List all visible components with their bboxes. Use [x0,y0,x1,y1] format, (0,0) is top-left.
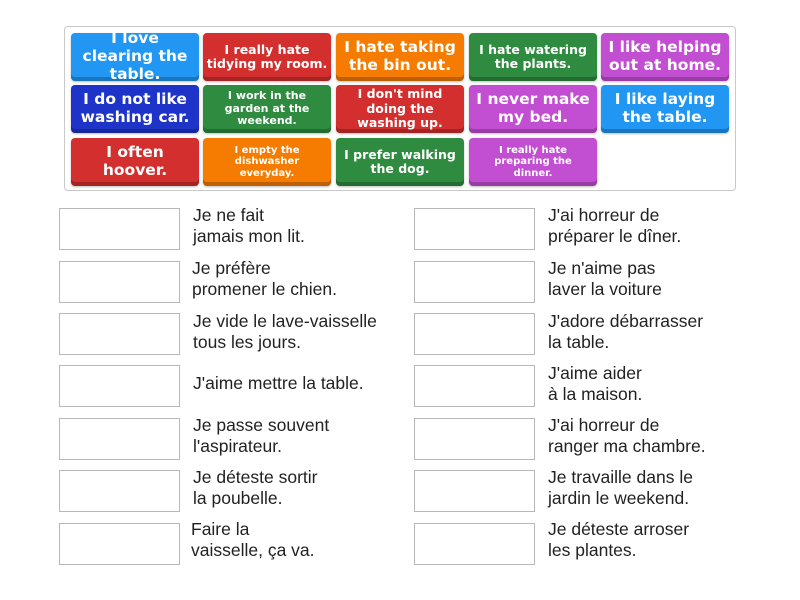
drop-zone[interactable] [59,365,180,407]
drop-zone[interactable] [59,261,180,303]
drop-zone[interactable] [59,208,180,250]
french-phrase: J'ai horreur de ranger ma chambre. [548,415,706,456]
drop-zone[interactable] [414,418,535,460]
french-phrase: J'adore débarrasser la table. [548,311,704,352]
french-phrase: Je n'aime pas laver la voiture [548,258,662,299]
answer-tile[interactable]: I prefer walking the dog. [336,138,464,186]
answer-tile[interactable]: I empty the dishwasher everyday. [203,138,331,186]
drop-zone[interactable] [414,208,535,250]
answer-tile[interactable]: I like helping out at home. [601,33,729,81]
french-phrase: J'aime aider à la maison. [548,363,643,404]
drop-zone[interactable] [414,313,535,355]
answer-tile[interactable]: I do not like washing car. [71,85,199,133]
french-phrase: Je déteste arroser les plantes. [548,519,690,560]
answer-tile[interactable]: I love clearing the table. [71,33,199,81]
answer-tile[interactable]: I never make my bed. [469,85,597,133]
drop-zone[interactable] [414,470,535,512]
french-phrase: Je travaille dans le jardin le weekend. [548,467,693,508]
french-phrase: J'ai horreur de préparer le dîner. [548,205,682,246]
answer-tile-bank [64,26,736,191]
answer-tile[interactable]: I really hate tidying my room. [203,33,331,81]
drop-zone[interactable] [59,523,180,565]
french-phrase: Je passe souvent l'aspirateur. [193,415,330,456]
answer-tile[interactable]: I often hoover. [71,138,199,186]
french-phrase: Je déteste sortir la poubelle. [193,467,318,508]
drop-zone[interactable] [414,365,535,407]
drop-zone[interactable] [414,261,535,303]
answer-tile[interactable]: I hate watering the plants. [469,33,597,81]
french-phrase: Je vide le lave-vaisselle tous les jours. [193,311,377,352]
answer-tile[interactable]: I don't mind doing the washing up. [336,85,464,133]
french-phrase: Je ne fait jamais mon lit. [193,205,305,246]
drop-zone[interactable] [414,523,535,565]
answer-tile[interactable]: I work in the garden at the weekend. [203,85,331,133]
french-phrase: J'aime mettre la table. [193,373,364,393]
french-phrase: Je préfère promener le chien. [192,258,337,299]
answer-tile[interactable]: I like laying the table. [601,85,729,133]
answer-tile[interactable]: I really hate preparing the dinner. [469,138,597,186]
drop-zone[interactable] [59,418,180,460]
answer-tile[interactable]: I hate taking the bin out. [336,33,464,81]
drop-zone[interactable] [59,313,180,355]
french-phrase: Faire la vaisselle, ça va. [191,519,315,560]
drop-zone[interactable] [59,470,180,512]
